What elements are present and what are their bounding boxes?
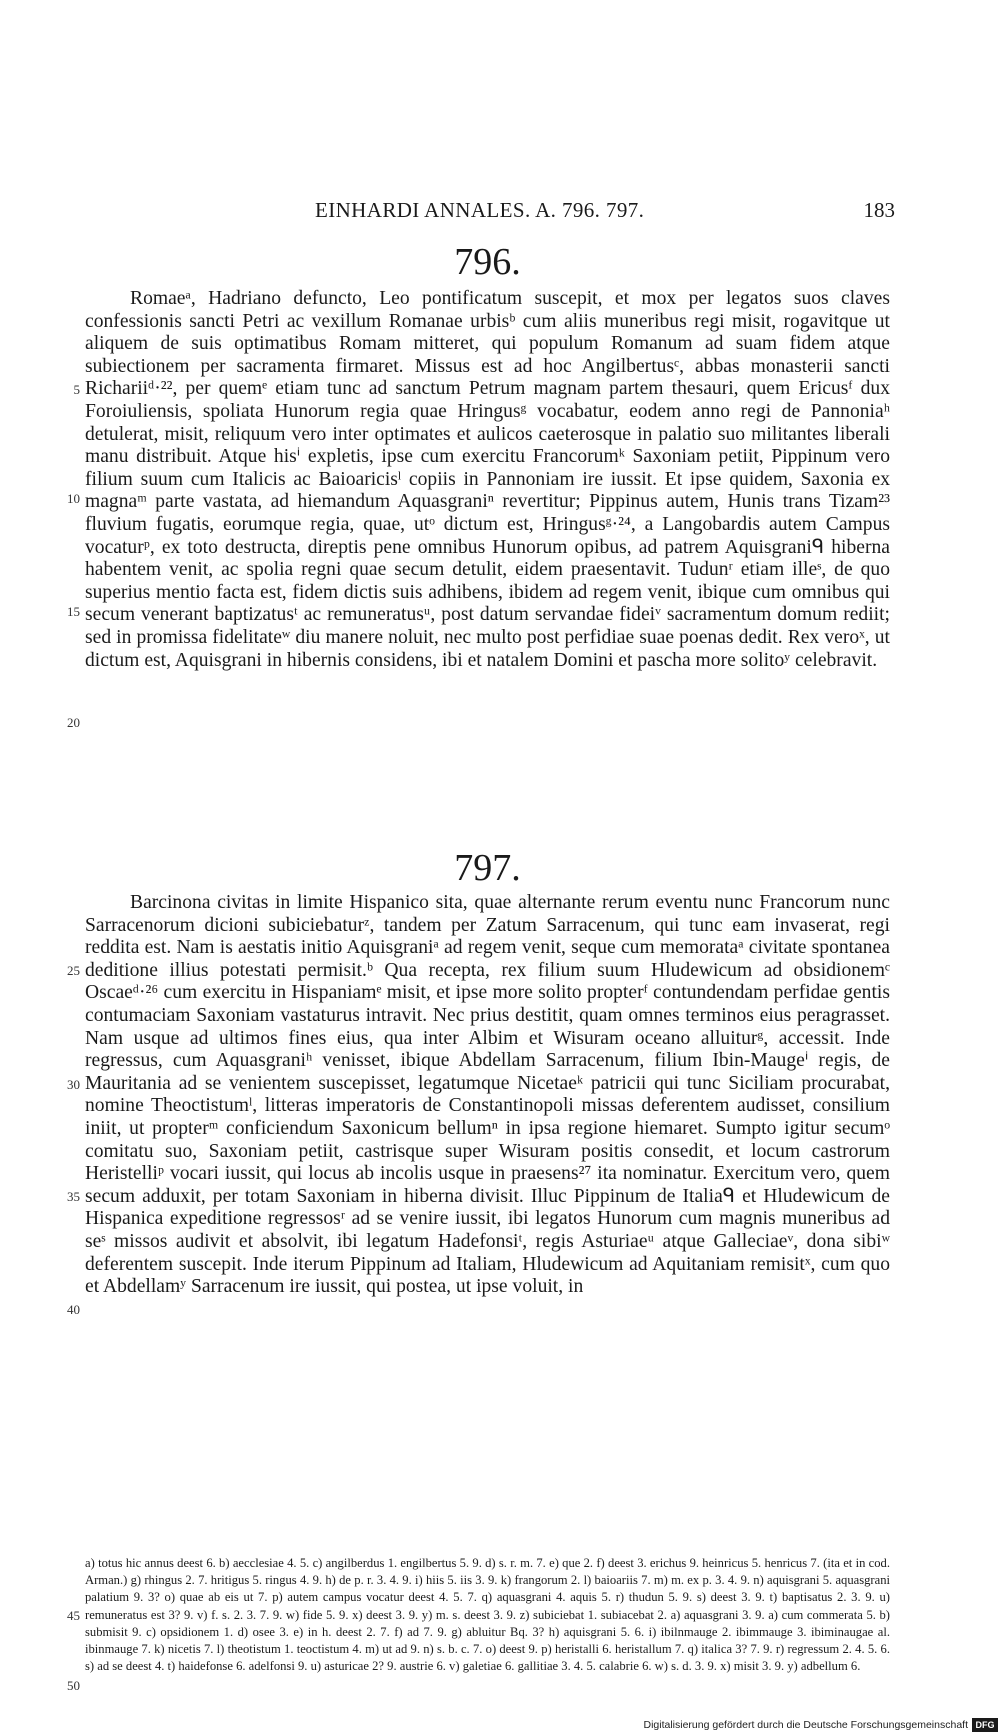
line-number: 10 xyxy=(67,491,80,506)
line-number: 5 xyxy=(73,382,80,397)
page-number: 183 xyxy=(863,198,895,222)
line-number: 40 xyxy=(67,1302,80,1317)
critical-apparatus: a) totus hic annus deest 6. b) aecclesiae 4. 5. c) angilberdus 1. engilbertus 5. 9. d) s. r. m. 7. e) que 2. f) deest 3. erichus 9. heinricus 5. henricus 7. (ita et in cod. Arman.) g) rhingus 2. 7. hritigus 5. ringus 4. 9. h) de p. r. 3. 4. 9. i) hiis 5. iis 3. 9. k) frangorum 2. l) baioariis 7. m) m. ex p. 3. 4. 9. n) aquisgrani 5. aquasgrani palatium 9. 3? o) quae ab eis ut 7. p) autem campus vocatur deest 4. 5. 7. q) aquasgrani 4. aquis 5. r) thudun 5. 9. s) deest 3. 9. t) baptisatus 2. 3. 9. u) remuneratus est 3? 9. v) f. s. 2. 3. 7. 9. w) fide 5. 9. x) deest 3. 9. y) m. s. deest 3. 9. z) subiciebat 1. subiacebat 2. a) aquasgrani 3. 9. a) cum commerata 5. b) submisit 9. c) opsidionem 1. d) osee 3. e) in h. deest 2. 7. f) ad 7. 9. g) abluitur Bq. 3? h) aquisgrani 5. 6. i) ibilnmauge 2. ibimmauge 3. ibiminaugae al. ibinmauge 7. k) nicetis 7. l) theotistum 1. teoctistum 4. m) ut ad 9. n) s. b. c. 7. o) deest 9. p) heristalli 6. heristallum 7. q) italica 3? 7. 9. r) regressum 2. 4. 5. 6. s) ad se deest 4. t) haidefonse 6. adelfonsi 9. u) asturicae 2? 9. austrie 6. v) galetiae 6. gallitiae 3. 4. 5. calabrie 6. w) s. d. 3. 9. x) misit 3. 9. y) adbellum 6. xyxy=(85,1556,890,1674)
line-number: 30 xyxy=(67,1077,80,1092)
line-number: 45 xyxy=(67,1608,80,1623)
line-number: 25 xyxy=(67,963,80,978)
line-number: 35 xyxy=(67,1189,80,1204)
year-heading-797: 797. xyxy=(454,847,521,889)
running-header xyxy=(80,198,895,228)
annal-text-797: Barcinona civitas in limite Hispanico sita, quae alternante rerum eventu nunc Francorum nunc Sarracenorum dicioni subiciebaturᶻ, tandem per Zatum Sarracenum, qui tunc eam invaserat, regi reddita est. Nam is aestatis initio Aquisgraniᵃ ad regem venit, seque cum memorataᵃ civitate spontanea deditione illius potestati permisit.ᵇ Qua recepta, rex filium suum Hludewicum ad obsidionemᶜ Oscaeᵈ·²⁶ cum exercitu in Hispaniamᵉ misit, et ipse more solito propterᶠ contundendam perfidae gentis contumaciam Saxoniam vastaturus intravit. Nec prius destitit, quam omnes terminos eius peragrasset. Nam usque ad ultimos fines eius, qua inter Albim et Wisuram oceano alluiturᵍ, accessit. Inde regressus, cum Aquasgraniʰ venisset, ibique Abdellam Sarracenum, filium Ibin-Maugeⁱ regis, de Mauritania ad se venientem suscepisset, legatumque Nicetaeᵏ patricii qui tunc Siciliam procurabat, nomine Theoctistumˡ, litteras imperatoris de Constantinopoli missas deferentem audisset, consilium iniit, ut propterᵐ conficiendum Saxonicum bellumⁿ in ipsa regione hiemaret. Sumpto igitur secumᵒ comitatu suo, Saxoniam petiit, castrisque super Wisuram positis consedit, et locum castrorum Heristelliᵖ vocari iussit, qui locus ab incolis usque in praesens²⁷ ita nominatur. Exercitum vero, quem secum adduxit, per totam Saxoniam in hiberna divisit. Illuc Pippinum de Italiaᑫ et Hludewicum de Hispanica expeditione regressosʳ ad se venire iussit, ibi legatos Hunorum cum magnis muneribus ad seˢ missos audivit et absolvit, ibi legatum Hadefonsiᵗ, regis Asturiaeᵘ atque Galleciaeᵛ, dona sibiʷ deferentem suscepit. Inde iterum Pippinum ad Italiam, Hludewicum ad Aquitaniam remisitˣ, cum quo et Abdellamʸ Sarracenum ire iussit, qui postea, ut ipse voluit, in xyxy=(85,892,890,1298)
dfg-logo: DFG xyxy=(972,1718,998,1732)
line-number: 20 xyxy=(67,715,80,730)
credit-text: Digitalisierung gefördert durch die Deutsche Forschungsgemeinschaft xyxy=(643,1719,968,1731)
line-number: 15 xyxy=(67,604,80,619)
running-title: EINHARDI ANNALES. A. 796. 797. xyxy=(315,198,645,222)
digitization-credit xyxy=(610,1718,998,1734)
year-heading-796: 796. xyxy=(454,241,521,283)
line-number: 50 xyxy=(67,1678,80,1693)
annal-text-796: Romaeᵃ, Hadriano defuncto, Leo pontificatum suscepit, et mox per legatos suos claves confessionis sancti Petri ac vexillum Romanae urbisᵇ cum aliis muneribus regi misit, rogavitque ut aliquem de suis optimatibus Romam mitteret, qui populum Romanum ad suam fidem atque subiectionem per sacramenta firmaret. Missus est ad hoc Angilbertusᶜ, abbas monasterii sancti Richariiᵈ·²², per quemᵉ etiam tunc ad sanctum Petrum magnam partem thesauri, quem Ericusᶠ dux Foroiuliensis, spoliata Hunorum regia quae Hringusᵍ vocabatur, eodem anno regi de Pannoniaʰ detulerat, misit, reliquum vero inter optimates et aulicos caeterosque in palatio suo militantes liberali manu distribuit. Atque hisⁱ expletis, ipse cum exercitu Francorumᵏ Saxoniam petiit, Pippinum vero filium suum cum Italicis ac Baioaricisˡ copiis in Pannoniam ire iussit. Et ipse quidem, Saxonia ex magnaᵐ parte vastata, ad hiemandum Aquasgraniⁿ revertitur; Pippinus autem, Hunis trans Tizam²³ fluvium fugatis, eorumque regia, quae, utᵒ dictum est, Hringusᵍ·²⁴, a Langobardis autem Campus vocaturᵖ, ex toto destructa, direptis pene omnibus Hunorum opibus, ad patrem Aquisgraniᑫ hiberna habentem venit, ac spolia regni quae secum detulit, eidem praesentavit. Tudunʳ etiam illeˢ, de quo superius mentio facta est, fidem dictis suis adhibens, ibidem ad regem venit, ibique cum omnibus qui secum venerant baptizatusᵗ ac remuneratusᵘ, post datum servandae fideiᵛ sacramentum domum rediit; sed in promissa fidelitateʷ diu manere noluit, nec multo post perfidiae suae poenas dedit. Rex veroˣ, ut dictum est, Aquisgrani in hibernis considens, ibi et natalem Domini et pascha more solitoʸ celebravit. xyxy=(85,288,890,671)
